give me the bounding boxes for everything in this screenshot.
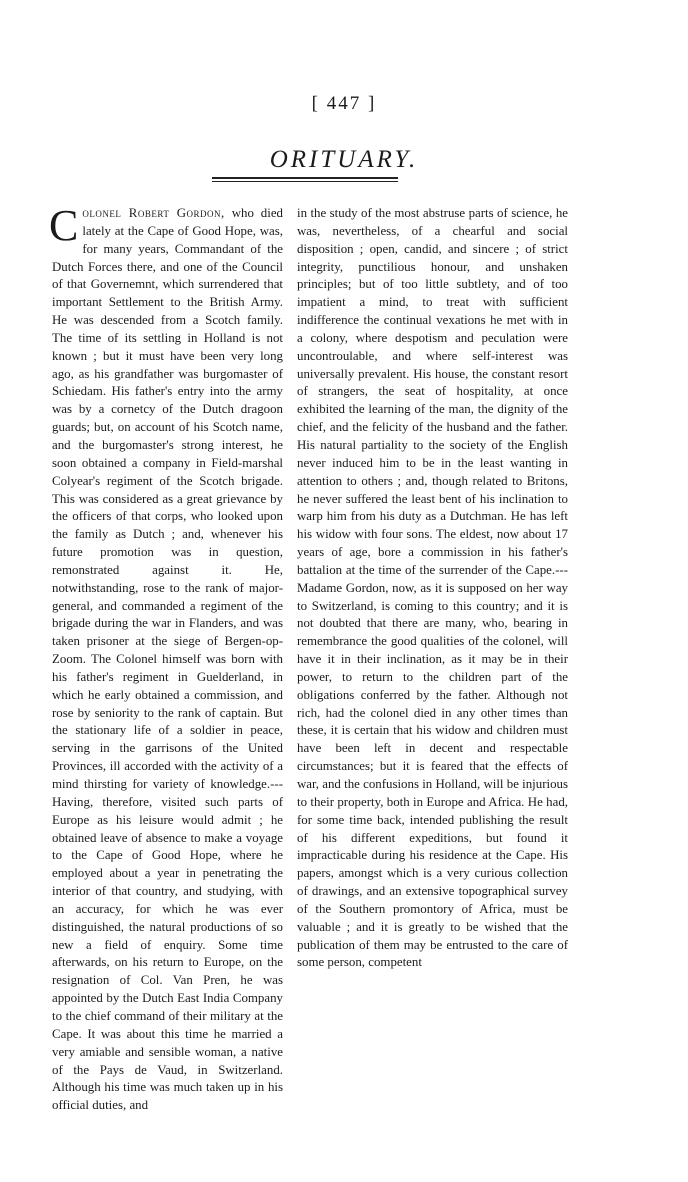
right-column-body: in the study of the most abstruse parts of science, he was, nevertheless, of a chearful and social disposition ; open, candid, and sincere ; of strict integrity, punctilious honour, and unshaken principles; but of too little subtlety, and of too impatient a mind, to treat with sufficient indifference the continual vexations he met with in a colony, where despotism and peculation were uncontroulable, and where self-interest was universally prevalent. His house, the constant resort of strangers, the seat of hospitality, at once exhibited the learning of the man, the dignity of the chief, and the felicity of the husband and the father. His natural partiality to the society of the English never induced him to be in the least wanting in attention to others ; and, though related to Britons, he never suffered the least bent of his inclination to warp him from his duty as a Dutchman. He has left his widow with four sons. The eldest, now about 17 years of age, bore a commission in his father's battalion at the time of the surrender of the Cape.--- Madame Gordon, now, as it is supposed on her way to Switzerland, is coming to this country; and it is not doubted that there are many, who, bearing in remembrance the good qualities of the colonel, will have it in their inclination, as it may be in their power, to return to the children part of the obligations conferred by the father. Although not rich, had the colonel died in any other times than these, it is certain that his widow and children must have been left in decent and respectable circumstances; but it is feared that the effects of war, and the confusions in Holland, will be injurious to their property, both in Europe and Africa. He had, for some time back, intended publishing the result of his different expeditions, but found it impracticable during his residence at the Cape. His papers, amongst which is a very curious collection of drawings, and an extensive topographical survey of the Southern promontory of Africa, must be valuable ; and it is greatly to be wished that the publication of them may be entrusted to the care of some person, competent: [297, 206, 568, 970]
left-column-text: [49, 201, 283, 1115]
page-number: [ 447 ]: [311, 93, 377, 114]
right-column: [297, 205, 568, 972]
opening-name: olonel Robert Gordon,: [82, 206, 225, 220]
title-rule: [212, 177, 398, 184]
drop-cap: C: [49, 201, 79, 250]
page-title: ORITUARY.: [269, 146, 419, 173]
left-column: [49, 201, 283, 1115]
left-column-body: who died lately at the Cape of Good Hope, was, for many years, Commandant of the Dutch Forces there, and one of the Council of that Governemnt, which surrendered that important Settlement to the British Army. He was descended from a Scotch family. The time of its settling in Holland is not known ; but it must have been very long ago, as his grandfather was burgomaster of Schiedam. His father's entry into the army was by a cornetcy of the Dutch dragoon guards; but, on account of his Scotch name, and the burgomaster's strong interest, he soon obtained a company in Field-marshal Colyear's regiment of the Scotch brigade. This was considered as a great grievance by the officers of that corps, who looked upon the family as Dutch ; and, whenever his future promotion was in question, remonstrated against it. He, notwithstanding, rose to the rank of major-general, and commanded a regiment of the brigade during the war in Flanders, and was taken prisoner at the siege of Bergen-op-Zoom. The Colonel himself was born with his father's regiment in Guelderland, in which he early obtained a commission, and rose by seniority to the rank of captain. But the stationary life of a soldier in peace, serving in the garrisons of the United Provinces, ill accorded with the activity of a mind thirsting for variety of knowledge.--- Having, therefore, visited such parts of Europe as his leisure would admit ; he obtained leave of absence to make a voyage to the Cape of Good Hope, where he employed about a year in penetrating the interior of that country, and studying, with an accuracy, for which he was ever distinguished, the natural productions of so new a field of enquiry. Some time afterwards, on his return to Europe, on the resignation of Col. Van Pren, he was appointed by the Dutch East India Company to the chief command of their military at the Cape. It was about this time he married a very amiable and sensible woman, a native of the Pays de Vaud, in Switzerland. Although his time was much taken up in his official duties, and: [52, 206, 283, 1113]
